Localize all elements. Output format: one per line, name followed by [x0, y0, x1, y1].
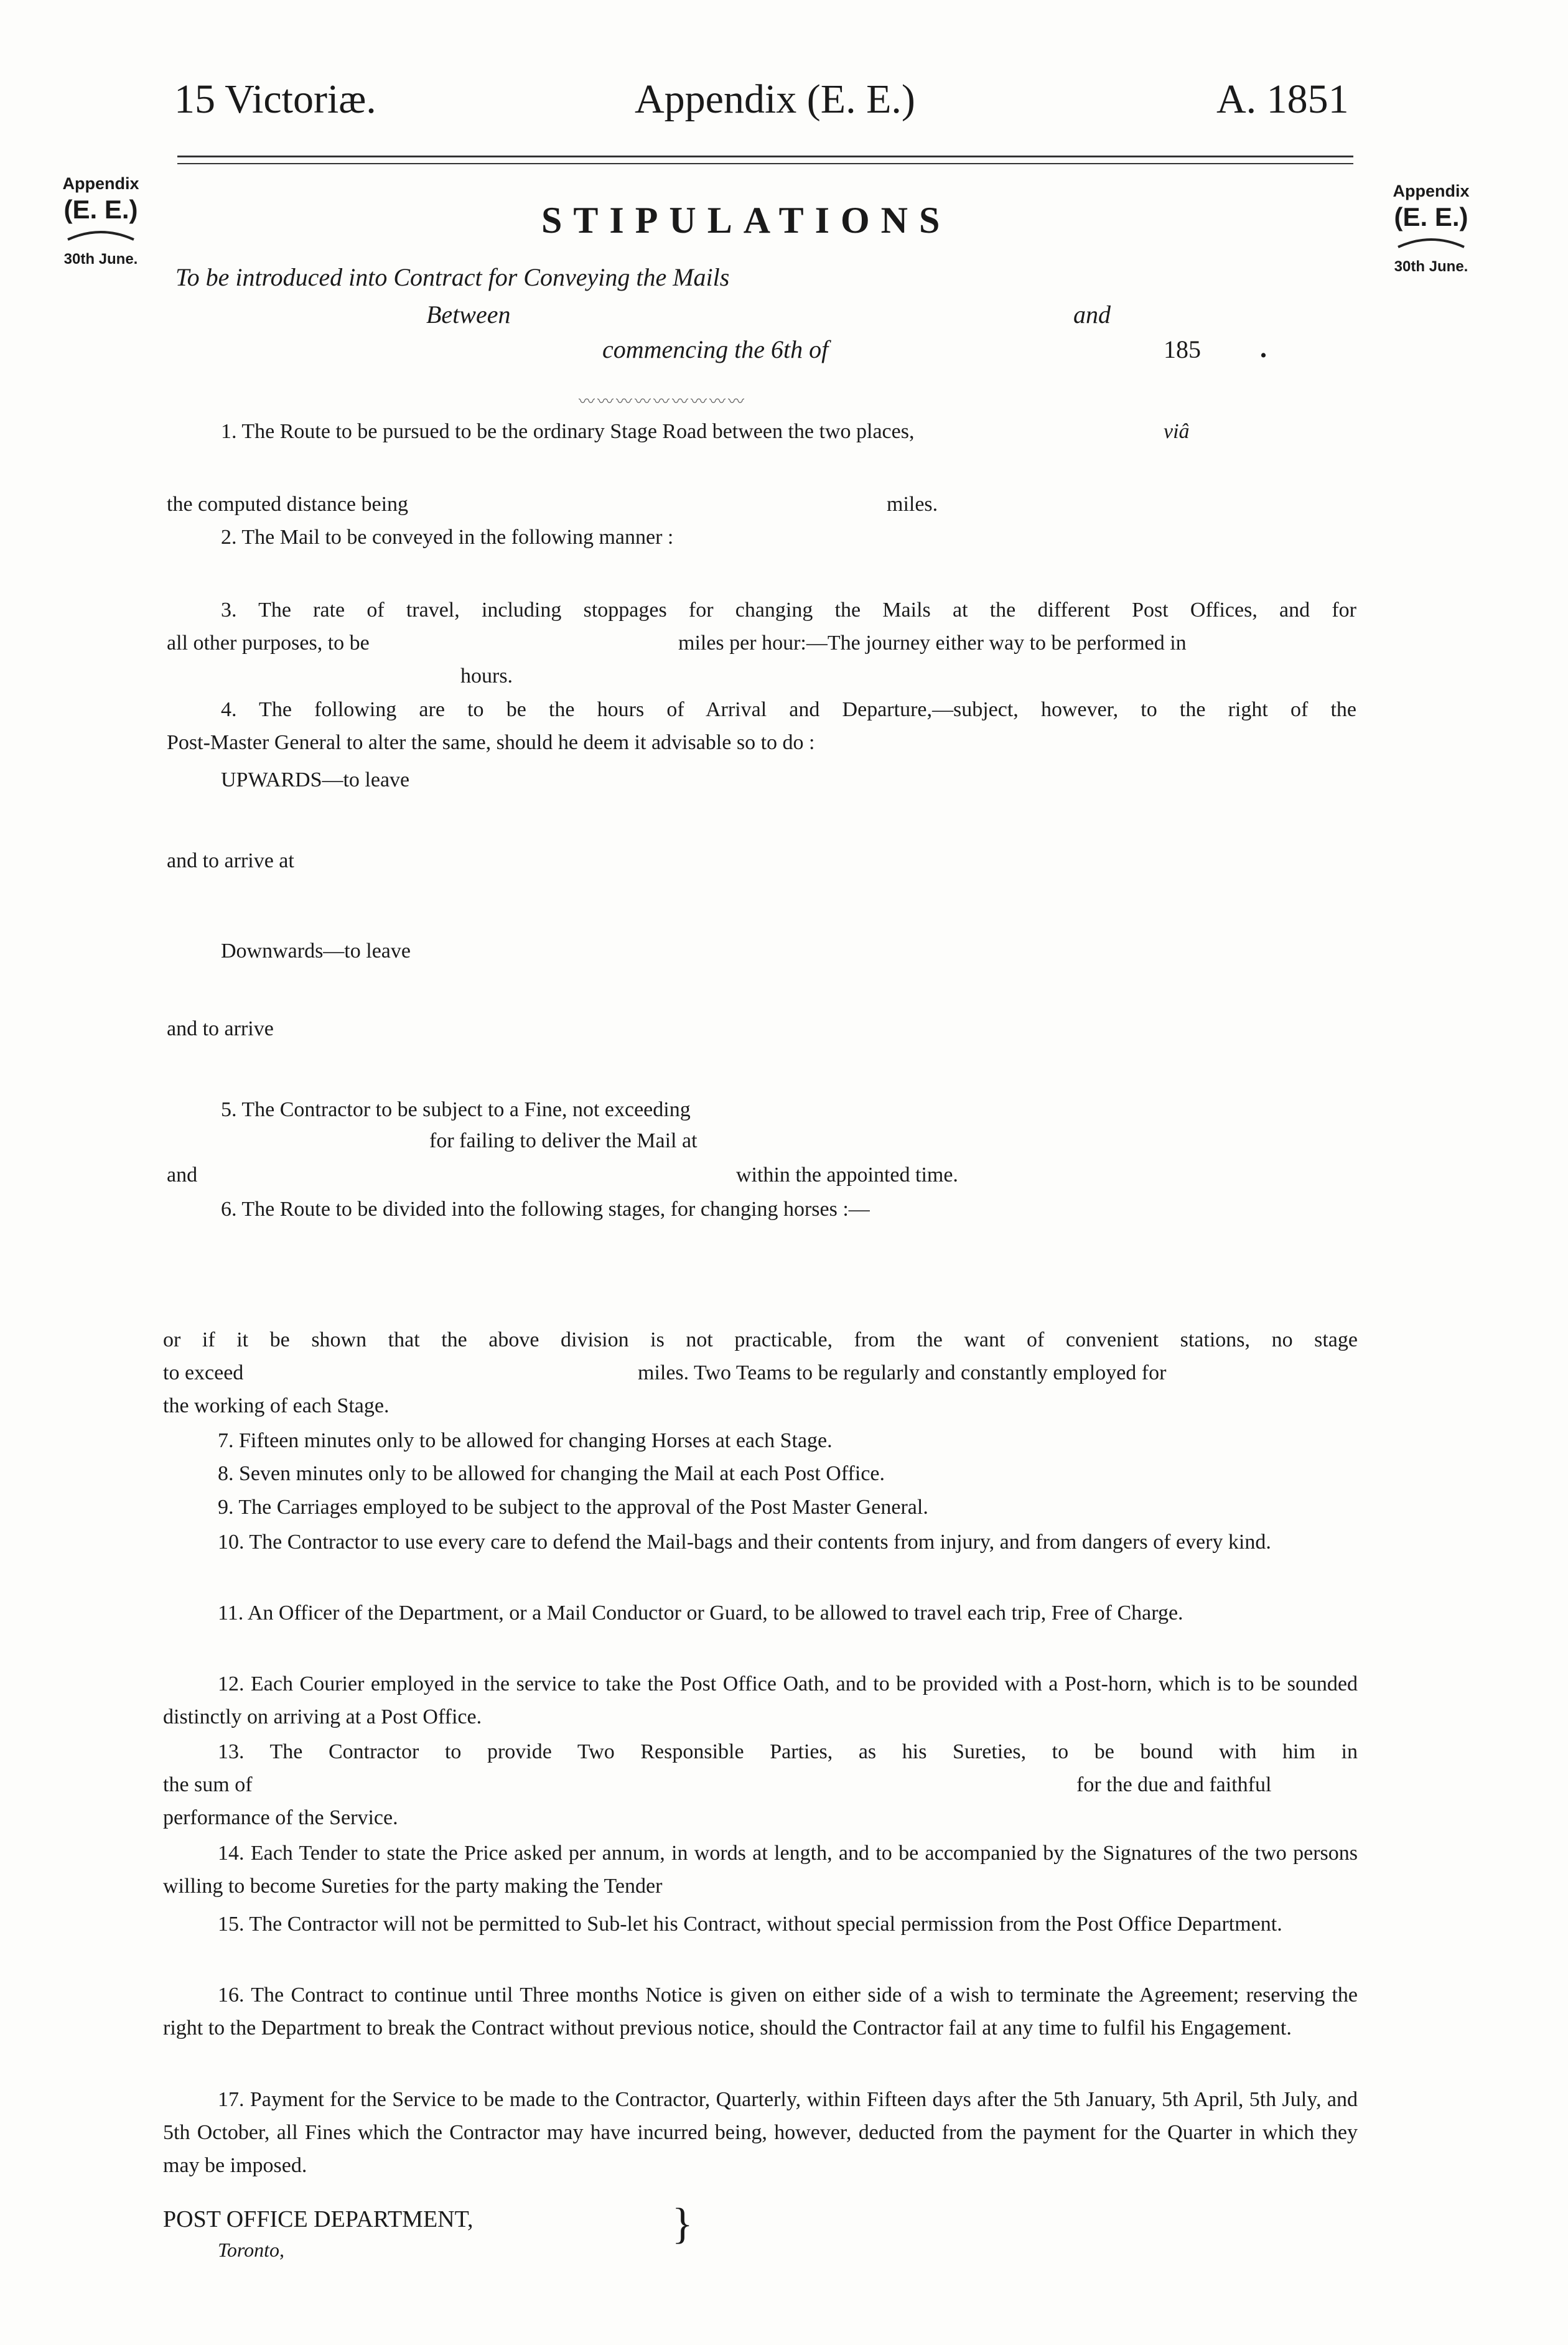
- clause-13-performance: performance of the Service.: [163, 1806, 398, 1829]
- clause-3-rate: all other purposes, to be: [167, 632, 370, 655]
- clause-1-miles: miles.: [887, 493, 938, 516]
- side-note-label: Appendix: [1393, 182, 1470, 200]
- header-session: 15 Victoriæ.: [174, 77, 376, 122]
- clause-6-alternative: or if it be shown that the above division is not practicable, from the want of convenient stations, no stage: [163, 1328, 1358, 1351]
- subtitle-commencing: commencing the 6th of: [602, 335, 829, 363]
- divider-ornament: 〰〰〰〰〰〰〰〰〰: [579, 393, 747, 411]
- clause-3-journey: miles per hour:—The journey either way to be performed in: [678, 632, 1187, 655]
- clause-15: 15. The Contractor will not be permitted to Sub-let his Contract, without special permission from the Post Office Department.: [218, 1913, 1282, 1936]
- clause-6-teams: miles. Two Teams to be regularly and constantly employed for: [638, 1361, 1167, 1384]
- swash-ornament-icon: [67, 228, 135, 242]
- clause-11: 11. An Officer of the Department, or a Mail Conductor or Guard, to be allowed to travel each trip, Free of Charge.: [218, 1601, 1183, 1625]
- subtitle-between: Between: [426, 301, 511, 329]
- clause-7: 7. Fifteen minutes only to be allowed for changing Horses at each Stage.: [218, 1429, 833, 1452]
- clause-5-time: within the appointed time.: [736, 1163, 958, 1186]
- subtitle-and: and: [1073, 301, 1111, 329]
- side-note-right: [1375, 182, 1487, 276]
- clause-16: 16. The Contract to continue until Three months Notice is given on either side of a wish to terminate the Agreement; reserving the right to the Department to break the Contract without previous notice, should the Contractor fail at any time to fulfil his Engagement.: [163, 1984, 1358, 2040]
- header-rule-thin: [177, 163, 1353, 164]
- side-note-date: 30th June.: [63, 251, 138, 268]
- clause-12: 12. Each Courier employed in the service to take the Post Office Oath, and to be provided with a Post-horn, which is to be sounded distinctly on arriving at a Post Office.: [163, 1672, 1358, 1728]
- subtitle-year: 185: [1164, 335, 1201, 363]
- clause-4-text: 4. The following are to be the hours of Arrival and Departure,—subject, however, to the right of the: [221, 698, 1356, 721]
- clause-17: 17. Payment for the Service to be made to the Contractor, Quarterly, within Fifteen days after the 5th January, 5th April, 5th July, and 5th October, all Fines which the Contractor may have incurred being, however, deducted from the payment for the Quarter in which they may be imposed.: [163, 2088, 1358, 2177]
- signature-town: Toronto,: [218, 2239, 285, 2261]
- header-rule: [177, 156, 1353, 157]
- clause-6-exceed: to exceed: [163, 1361, 244, 1384]
- signature-department: POST OFFICE DEPARTMENT,: [163, 2206, 474, 2232]
- clause-4-downwards: Downwards—to leave: [221, 939, 411, 963]
- clause-6-stage: the working of each Stage.: [163, 1394, 390, 1417]
- header-appendix: Appendix (E. E.): [635, 77, 915, 122]
- clause-9: 9. The Carriages employed to be subject to the approval of the Post Master General.: [218, 1496, 928, 1519]
- clause-13-text: 13. The Contractor to provide Two Responsible Parties, as his Sureties, to be bound with him in: [218, 1740, 1358, 1763]
- clause-5-failing: for failing to deliver the Mail at: [429, 1129, 698, 1152]
- clause-4-arrive-down: and to arrive: [167, 1017, 274, 1040]
- side-note-label: Appendix: [62, 174, 139, 193]
- clause-2-text: 2. The Mail to be conveyed in the following manner :: [221, 526, 674, 549]
- subtitle-period: .: [1260, 333, 1267, 363]
- clause-3-hours: hours.: [460, 664, 513, 688]
- side-note-code: (E. E.): [1394, 202, 1468, 231]
- swash-ornament-icon: [1397, 236, 1465, 249]
- clause-1-via: viâ: [1164, 420, 1190, 443]
- clause-1-distance: the computed distance being: [167, 493, 409, 516]
- clause-5-text: 5. The Contractor to be subject to a Fine, not exceeding: [221, 1098, 691, 1121]
- clause-13-sum: the sum of: [163, 1773, 253, 1796]
- clause-4-arrive: and to arrive at: [167, 849, 294, 872]
- document-title: STIPULATIONS: [541, 200, 951, 241]
- clause-14: 14. Each Tender to state the Price asked per annum, in words at length, and to be accompanied by the Signatures of the two persons willing to become Sureties for the party making the Tender: [163, 1842, 1358, 1898]
- header-year: A. 1851: [1216, 77, 1349, 122]
- clause-13-due: for the due and faithful: [1076, 1773, 1272, 1796]
- clause-1-text: 1. The Route to be pursued to be the ordinary Stage Road between the two places,: [221, 420, 915, 443]
- subtitle-line: To be introduced into Contract for Conveying the Mails: [175, 263, 730, 291]
- clause-6-text: 6. The Route to be divided into the following stages, for changing horses :—: [221, 1198, 870, 1221]
- clause-10: 10. The Contractor to use every care to defend the Mail-bags and their contents from injury, and from dangers of every kind.: [218, 1531, 1271, 1554]
- clause-8: 8. Seven minutes only to be allowed for changing the Mail at each Post Office.: [218, 1462, 885, 1485]
- side-note-left: [45, 174, 157, 268]
- side-note-code: (E. E.): [63, 195, 138, 224]
- brace-mark: }: [672, 2200, 693, 2248]
- side-note-date: 30th June.: [1394, 258, 1468, 275]
- clause-4-upwards: UPWARDS—to leave: [221, 768, 410, 791]
- clause-5-and: and: [167, 1163, 198, 1186]
- clause-4-authority: Post-Master General to alter the same, should he deem it advisable so to do :: [167, 731, 815, 754]
- clause-3-text: 3. The rate of travel, including stoppages for changing the Mails at the different Post Offices, and for: [221, 599, 1356, 622]
